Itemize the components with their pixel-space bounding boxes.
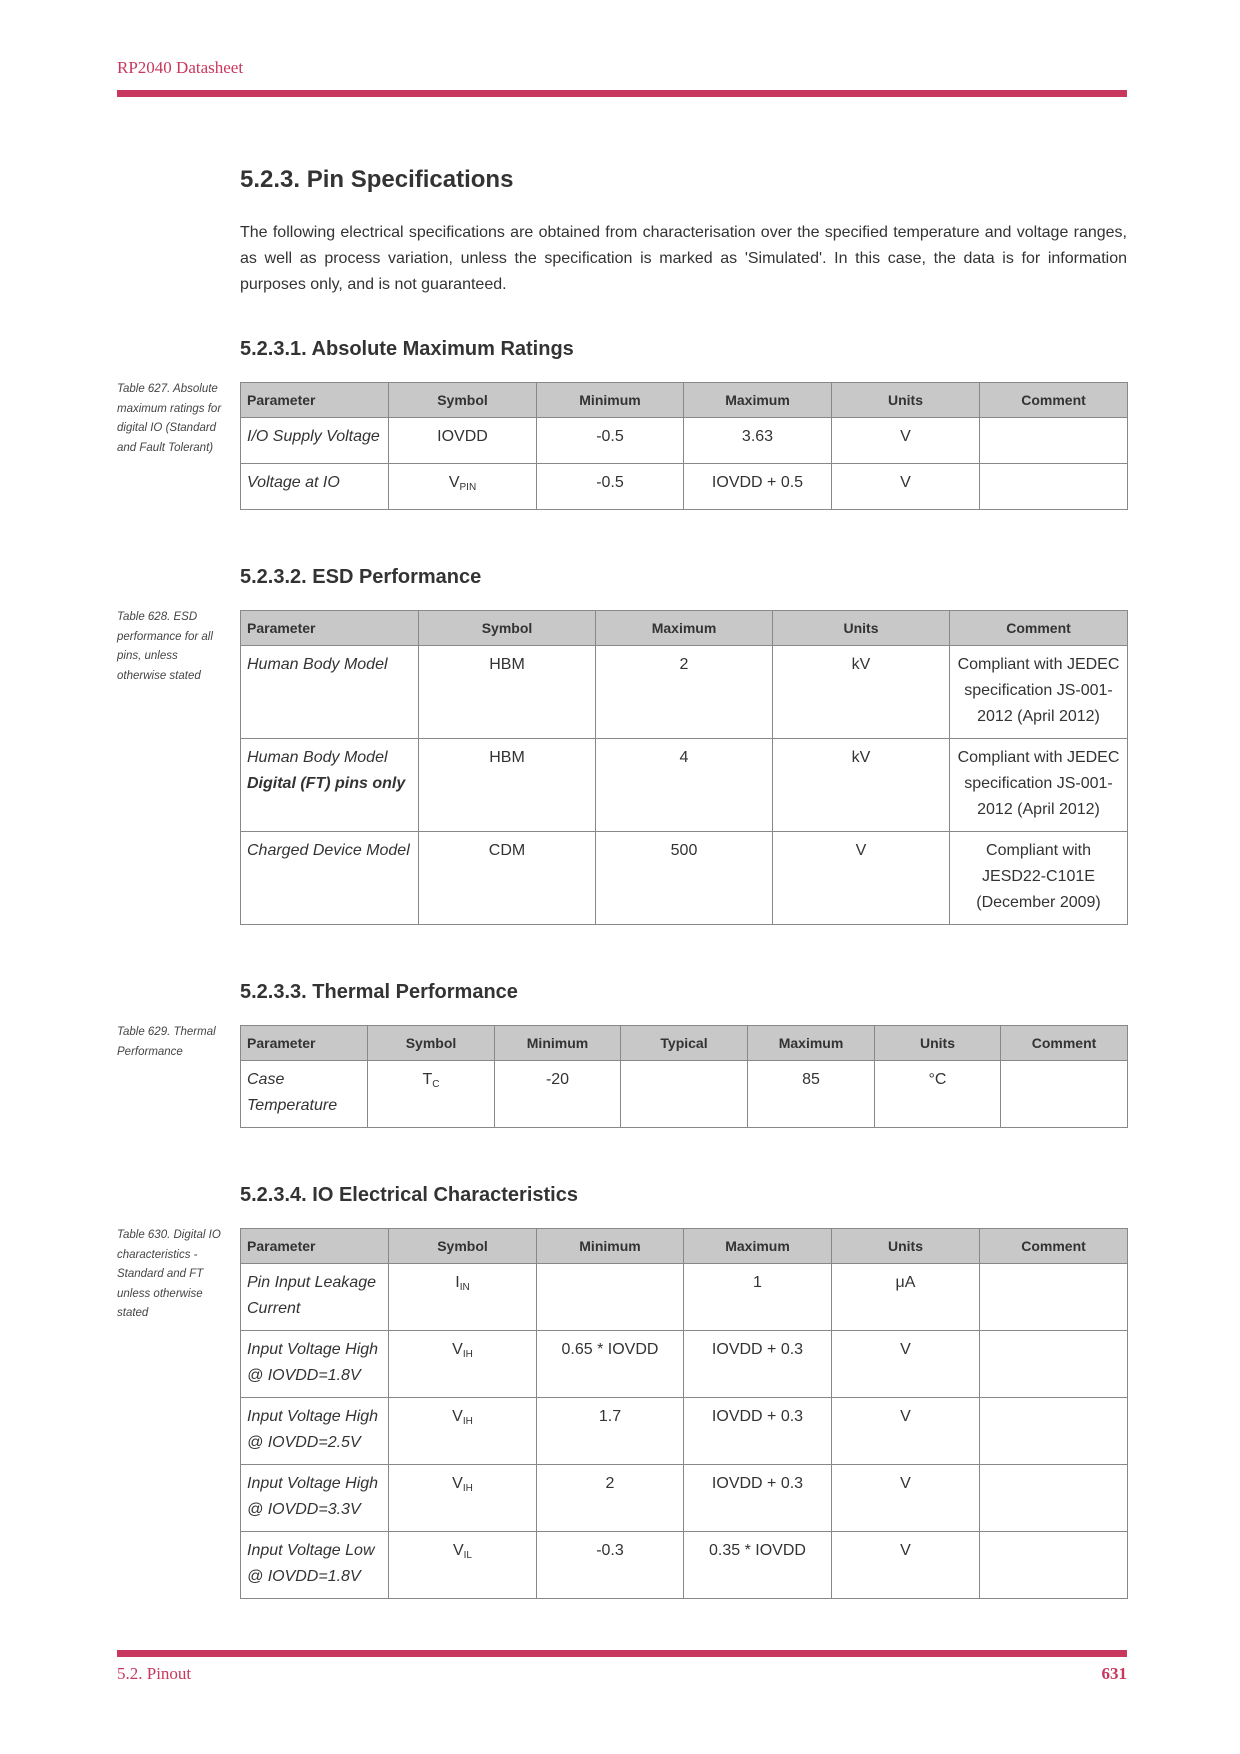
- footer-rule: [117, 1650, 1127, 1657]
- units-cell: V: [832, 1331, 980, 1398]
- column-header: Comment: [980, 383, 1128, 418]
- symbol-cell: [389, 1264, 537, 1331]
- symbol-cell: [389, 1398, 537, 1465]
- maximum-cell: 2: [596, 646, 773, 739]
- symbol-cell: [389, 1532, 537, 1599]
- symbol-subscript: C: [432, 1079, 440, 1090]
- maximum-cell: IOVDD + 0.3: [684, 1331, 832, 1398]
- column-header: Units: [832, 383, 980, 418]
- column-header: Units: [832, 1229, 980, 1264]
- symbol-text: V: [452, 1341, 463, 1358]
- esd-performance-section: [117, 562, 1127, 925]
- minimum-cell: -20: [495, 1061, 621, 1128]
- minimum-cell: 0.65 * IOVDD: [537, 1331, 684, 1398]
- comment-cell: Compliant with JEDEC specification JS-001-2012 (April 2012): [950, 646, 1128, 739]
- table-row: [241, 1398, 1128, 1465]
- table-header-row: [241, 383, 1128, 418]
- parameter-text: Charged Device Model: [247, 842, 410, 859]
- symbol-text: IOVDD: [437, 428, 488, 445]
- main-content: [117, 162, 1127, 1651]
- parameter-cell: Input Voltage High @ IOVDD=1.8V: [241, 1331, 389, 1398]
- table-row: [241, 832, 1128, 925]
- parameter-cell: I/O Supply Voltage: [241, 418, 389, 464]
- thermal-title: 5.2.3.3. Thermal Performance: [240, 981, 518, 1003]
- column-header: Parameter: [241, 1026, 368, 1061]
- amr-title: 5.2.3.1. Absolute Maximum Ratings: [240, 338, 574, 360]
- column-header: Maximum: [684, 383, 832, 418]
- esd-title: 5.2.3.2. ESD Performance: [240, 566, 482, 588]
- minimum-cell: -0.5: [537, 418, 684, 464]
- symbol-text: V: [452, 1475, 463, 1492]
- table-row: [241, 1465, 1128, 1532]
- column-header: Comment: [1001, 1026, 1128, 1061]
- table-row: [241, 646, 1128, 739]
- units-cell: V: [832, 1532, 980, 1599]
- symbol-cell: [389, 1331, 537, 1398]
- symbol-cell: CDM: [419, 832, 596, 925]
- column-header: Minimum: [537, 1229, 684, 1264]
- esd-caption: Table 628. ESD performance for all pins, unless otherwise stated: [117, 611, 213, 682]
- units-cell: μA: [832, 1264, 980, 1331]
- units-cell: V: [832, 418, 980, 464]
- comment-cell: [980, 1331, 1128, 1398]
- symbol-subscript: IH: [462, 1349, 473, 1360]
- thermal-caption: Table 629. Thermal Performance: [117, 1026, 216, 1058]
- symbol-cell: [389, 418, 537, 464]
- typical-cell: [621, 1061, 748, 1128]
- comment-cell: Compliant with JESD22-C101E (December 2009): [950, 832, 1128, 925]
- maximum-cell: 3.63: [684, 418, 832, 464]
- symbol-cell: [389, 464, 537, 510]
- table-row: [241, 464, 1128, 510]
- units-cell: V: [832, 464, 980, 510]
- parameter-cell: Input Voltage Low @ IOVDD=1.8V: [241, 1532, 389, 1599]
- symbol-text: V: [452, 1408, 463, 1425]
- absolute-max-ratings-section: [117, 334, 1127, 510]
- column-header: Units: [875, 1026, 1001, 1061]
- column-header: Comment: [980, 1229, 1128, 1264]
- minimum-cell: -0.3: [537, 1532, 684, 1599]
- symbol-text: V: [452, 1542, 464, 1559]
- intro-paragraph: The following electrical specifications are obtained from characterisation over the specified temperature and voltage ranges, as well as process variation, unless the specification is marked as 'Simulated'. In this case, the data is for information purposes only, and is not guaranteed.: [240, 224, 1127, 293]
- parameter-cell: Input Voltage High @ IOVDD=2.5V: [241, 1398, 389, 1465]
- minimum-cell: [537, 1264, 684, 1331]
- io-electrical-section: [117, 1180, 1127, 1599]
- parameter-cell: Voltage at IO: [241, 464, 389, 510]
- table-row: [241, 1061, 1128, 1128]
- column-header: Parameter: [241, 611, 419, 646]
- symbol-cell: [389, 1465, 537, 1532]
- column-header: Parameter: [241, 383, 389, 418]
- units-cell: °C: [875, 1061, 1001, 1128]
- amr-caption: Table 627. Absolute maximum ratings for digital IO (Standard and Fault Tolerant): [117, 383, 222, 454]
- maximum-cell: 500: [596, 832, 773, 925]
- table-header-row: [241, 1026, 1128, 1061]
- table-row: [241, 1532, 1128, 1599]
- io-table: [240, 1228, 1128, 1599]
- column-header: Minimum: [537, 383, 684, 418]
- io-title: 5.2.3.4. IO Electrical Characteristics: [240, 1184, 578, 1206]
- symbol-subscript: IN: [459, 1282, 470, 1293]
- table-row: [241, 418, 1128, 464]
- comment-cell: [980, 1532, 1128, 1599]
- column-header: Maximum: [684, 1229, 832, 1264]
- section-heading: 5.2.3. Pin Specifications: [240, 166, 514, 193]
- units-cell: V: [773, 832, 950, 925]
- column-header: Symbol: [368, 1026, 495, 1061]
- units-cell: kV: [773, 739, 950, 832]
- parameter-note: Digital (FT) pins only: [247, 775, 406, 792]
- maximum-cell: IOVDD + 0.3: [684, 1398, 832, 1465]
- column-header: Symbol: [389, 1229, 537, 1264]
- symbol-text: I: [455, 1274, 460, 1291]
- symbol-subscript: IL: [463, 1550, 472, 1561]
- column-header: Maximum: [748, 1026, 875, 1061]
- comment-cell: [980, 1264, 1128, 1331]
- symbol-text: V: [448, 474, 460, 491]
- column-header: Symbol: [389, 383, 537, 418]
- footer-section-link[interactable]: 5.2. Pinout: [117, 1664, 192, 1683]
- parameter-cell: Case Temperature: [241, 1061, 368, 1128]
- parameter-text: Human Body Model: [247, 749, 388, 766]
- column-header: Symbol: [419, 611, 596, 646]
- symbol-text: T: [422, 1071, 433, 1088]
- parameter-text: Human Body Model: [247, 656, 388, 673]
- symbol-subscript: IH: [462, 1483, 473, 1494]
- units-cell: V: [832, 1398, 980, 1465]
- maximum-cell: 4: [596, 739, 773, 832]
- maximum-cell: IOVDD + 0.3: [684, 1465, 832, 1532]
- column-header: Minimum: [495, 1026, 621, 1061]
- table-header-row: [241, 1229, 1128, 1264]
- maximum-cell: IOVDD + 0.5: [684, 464, 832, 510]
- units-cell: V: [832, 1465, 980, 1532]
- symbol-cell: HBM: [419, 739, 596, 832]
- column-header: Typical: [621, 1026, 748, 1061]
- minimum-cell: -0.5: [537, 464, 684, 510]
- maximum-cell: 1: [684, 1264, 832, 1331]
- io-caption: Table 630. Digital IO characteristics - Standard and FT unless otherwise stated: [117, 1229, 221, 1319]
- table-row: [241, 1331, 1128, 1398]
- symbol-subscript: IH: [462, 1416, 473, 1427]
- comment-cell: [1001, 1061, 1128, 1128]
- comment-cell: [980, 464, 1128, 510]
- table-row: [241, 739, 1128, 832]
- symbol-cell: [368, 1061, 495, 1128]
- symbol-cell: HBM: [419, 646, 596, 739]
- parameter-cell: [241, 832, 419, 925]
- column-header: Units: [773, 611, 950, 646]
- header-rule: [117, 90, 1127, 97]
- thermal-performance-section: [117, 977, 1127, 1128]
- amr-table: [240, 382, 1128, 510]
- page-number: 631: [1101, 1664, 1127, 1683]
- units-cell: kV: [773, 646, 950, 739]
- comment-cell: [980, 418, 1128, 464]
- column-header: Parameter: [241, 1229, 389, 1264]
- comment-cell: Compliant with JEDEC specification JS-001-2012 (April 2012): [950, 739, 1128, 832]
- comment-cell: [980, 1465, 1128, 1532]
- document-title: RP2040 Datasheet: [117, 58, 244, 77]
- comment-cell: [980, 1398, 1128, 1465]
- symbol-subscript: PIN: [459, 482, 477, 493]
- table-row: [241, 1264, 1128, 1331]
- minimum-cell: 1.7: [537, 1398, 684, 1465]
- parameter-cell: Input Voltage High @ IOVDD=3.3V: [241, 1465, 389, 1532]
- thermal-table: [240, 1025, 1128, 1128]
- parameter-cell: Pin Input Leakage Current: [241, 1264, 389, 1331]
- parameter-cell: [241, 739, 419, 832]
- maximum-cell: 85: [748, 1061, 875, 1128]
- parameter-cell: [241, 646, 419, 739]
- column-header: Comment: [950, 611, 1128, 646]
- esd-table: [240, 610, 1128, 925]
- table-header-row: [241, 611, 1128, 646]
- maximum-cell: 0.35 * IOVDD: [684, 1532, 832, 1599]
- column-header: Maximum: [596, 611, 773, 646]
- minimum-cell: 2: [537, 1465, 684, 1532]
